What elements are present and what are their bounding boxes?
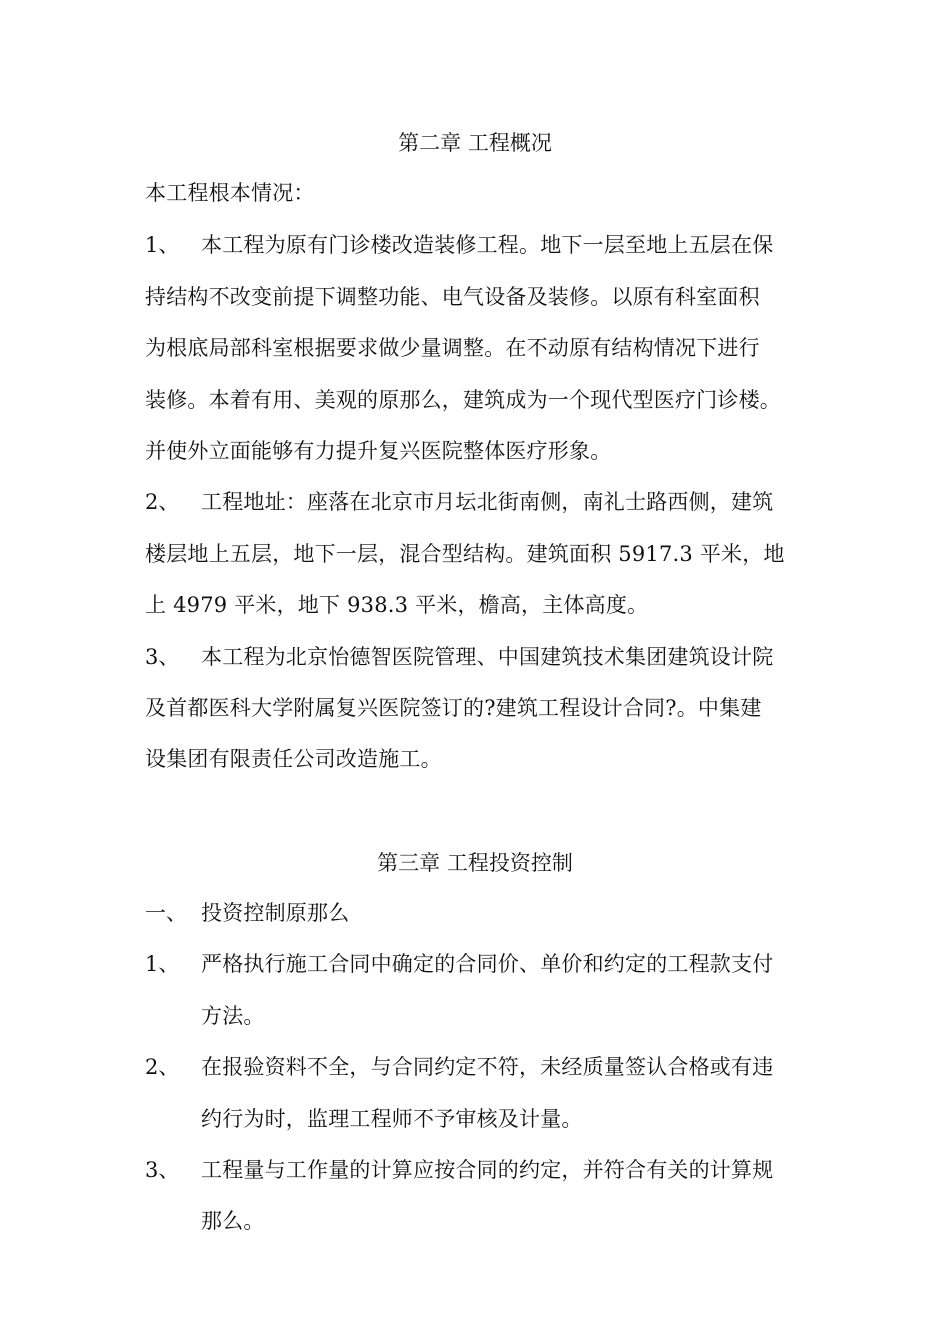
item-1-line-1: 本工程为原有门诊楼改造装修工程。地下一层至地上五层在保 [201, 233, 774, 257]
rule-2-line-1: 在报验资料不全，与合同约定不符，未经质量签认合格或有违 [201, 1055, 774, 1079]
rule-2-line-2: 约行为时，监理工程师不予审核及计量。 [201, 1107, 583, 1131]
rule-1-line-1: 严格执行施工合同中确定的合同价、单价和约定的工程款支付 [201, 952, 774, 976]
item-2-line-1: 工程地址：座落在北京市月坛北街南侧，南礼士路西侧，建筑 [201, 490, 774, 514]
rule-1-line-2: 方法。 [201, 1004, 265, 1028]
rule-3-line-2: 那么。 [201, 1209, 265, 1233]
section-1-label: 投资控制原那么 [201, 901, 350, 925]
chapter-2-intro: 本工程根本情况： [145, 181, 315, 205]
item-3-line-1: 本工程为北京怡德智医院管理、中国建筑技术集团建筑设计院 [201, 645, 774, 669]
chapter-2-title: 第二章 工程概况 [398, 131, 552, 155]
item-3-number: 3、 [145, 645, 180, 669]
item-1-number: 1、 [145, 233, 180, 257]
item-1-line-2: 持结构不改变前提下调整功能、电气设备及装修。以原有科室面积 [145, 285, 760, 309]
rule-2-number: 2、 [145, 1055, 180, 1079]
chapter-3-title: 第三章 工程投资控制 [377, 851, 573, 875]
item-1-line-4: 装修。本着有用、美观的原那么，建筑成为一个现代型医疗门诊楼。 [145, 388, 781, 412]
item-3-line-2: 及首都医科大学附属复兴医院签订的?建筑工程设计合同?。中集建 [145, 696, 762, 720]
item-1-line-3: 为根底局部科室根据要求做少量调整。在不动原有结构情况下进行 [145, 336, 760, 360]
rule-1-number: 1、 [145, 952, 180, 976]
item-2-number: 2、 [145, 490, 180, 514]
rule-3-number: 3、 [145, 1158, 180, 1182]
item-1-line-5: 并使外立面能够有力提升复兴医院整体医疗形象。 [145, 439, 612, 463]
rule-3-line-1: 工程量与工作量的计算应按合同的约定，并符合有关的计算规 [201, 1158, 774, 1182]
item-2-line-2: 楼层地上五层，地下一层，混合型结构。建筑面积 5917.3 平米，地 [145, 542, 785, 566]
section-1-number: 一、 [145, 901, 187, 925]
item-3-line-3: 设集团有限责任公司改造施工。 [145, 747, 442, 771]
item-2-line-3: 上 4979 平米，地下 938.3 平米，檐高，主体高度。 [145, 593, 649, 617]
